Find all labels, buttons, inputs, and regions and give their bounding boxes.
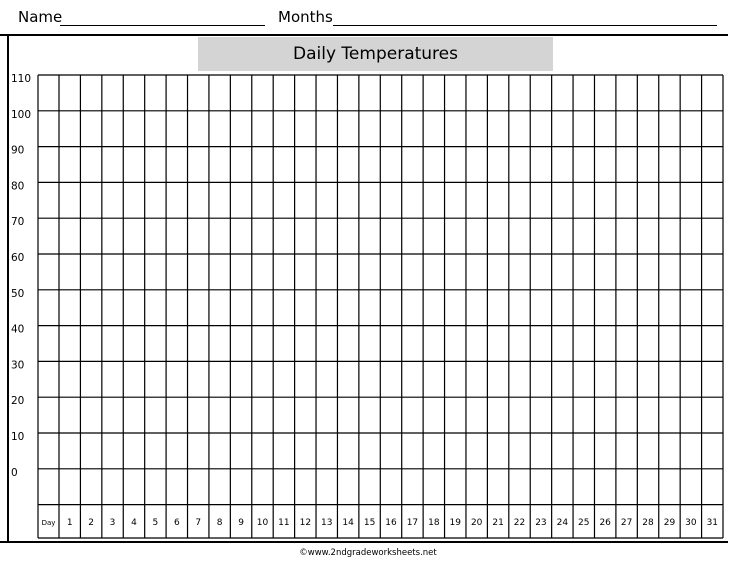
x-day-label: 22 (513, 517, 526, 528)
x-day-label: 28 (642, 517, 654, 528)
months-label: Months (278, 8, 333, 26)
x-day-label: 2 (88, 517, 94, 528)
x-day-label: 16 (385, 517, 397, 528)
x-day-label: 19 (449, 517, 461, 528)
x-day-label: 3 (109, 517, 116, 528)
x-day-label: 25 (578, 517, 590, 528)
x-day-label: 5 (152, 517, 159, 528)
x-day-label: 18 (428, 517, 440, 528)
x-day-label: 27 (620, 517, 633, 528)
x-day-label: 23 (535, 517, 547, 528)
x-day-label: 15 (363, 517, 376, 528)
y-tick-label: 10 (11, 431, 25, 443)
y-tick-label: 100 (11, 108, 32, 121)
chart-title-text: Daily Temperatures (293, 44, 458, 64)
x-day-label: 26 (599, 517, 611, 528)
x-day-label: 29 (663, 517, 676, 528)
x-day-label: 6 (173, 517, 180, 528)
x-header-label: Day (41, 518, 56, 527)
x-day-label: 21 (492, 517, 504, 528)
x-day-label: 4 (131, 517, 137, 528)
y-tick-label: 60 (11, 252, 25, 264)
x-day-label: 31 (706, 517, 719, 528)
x-day-label: 7 (195, 517, 202, 528)
y-tick-label: 70 (11, 216, 25, 229)
x-day-label: 10 (256, 517, 269, 528)
x-day-label: 13 (321, 517, 333, 528)
y-tick-label: 0 (11, 466, 18, 479)
x-day-label: 11 (278, 517, 290, 528)
x-day-label: 17 (406, 517, 419, 528)
name-label: Name (18, 8, 63, 26)
y-tick-label: 110 (11, 73, 32, 85)
x-day-label: 9 (238, 517, 244, 528)
x-day-label: 14 (342, 517, 354, 528)
y-tick-label: 90 (11, 144, 25, 157)
y-tick-label: 50 (11, 287, 25, 300)
website-credit: ©www.2ndgradeworksheets.net (299, 548, 437, 558)
x-day-label: 12 (299, 517, 312, 528)
x-day-label: 1 (66, 517, 73, 528)
y-tick-label: 20 (11, 395, 25, 408)
x-day-label: 8 (216, 517, 223, 528)
x-day-label: 30 (685, 517, 697, 528)
y-tick-label: 40 (11, 323, 25, 336)
x-day-label: 20 (470, 517, 483, 528)
x-day-label: 24 (556, 517, 569, 528)
y-tick-label: 80 (11, 180, 25, 193)
y-tick-label: 30 (11, 359, 25, 372)
